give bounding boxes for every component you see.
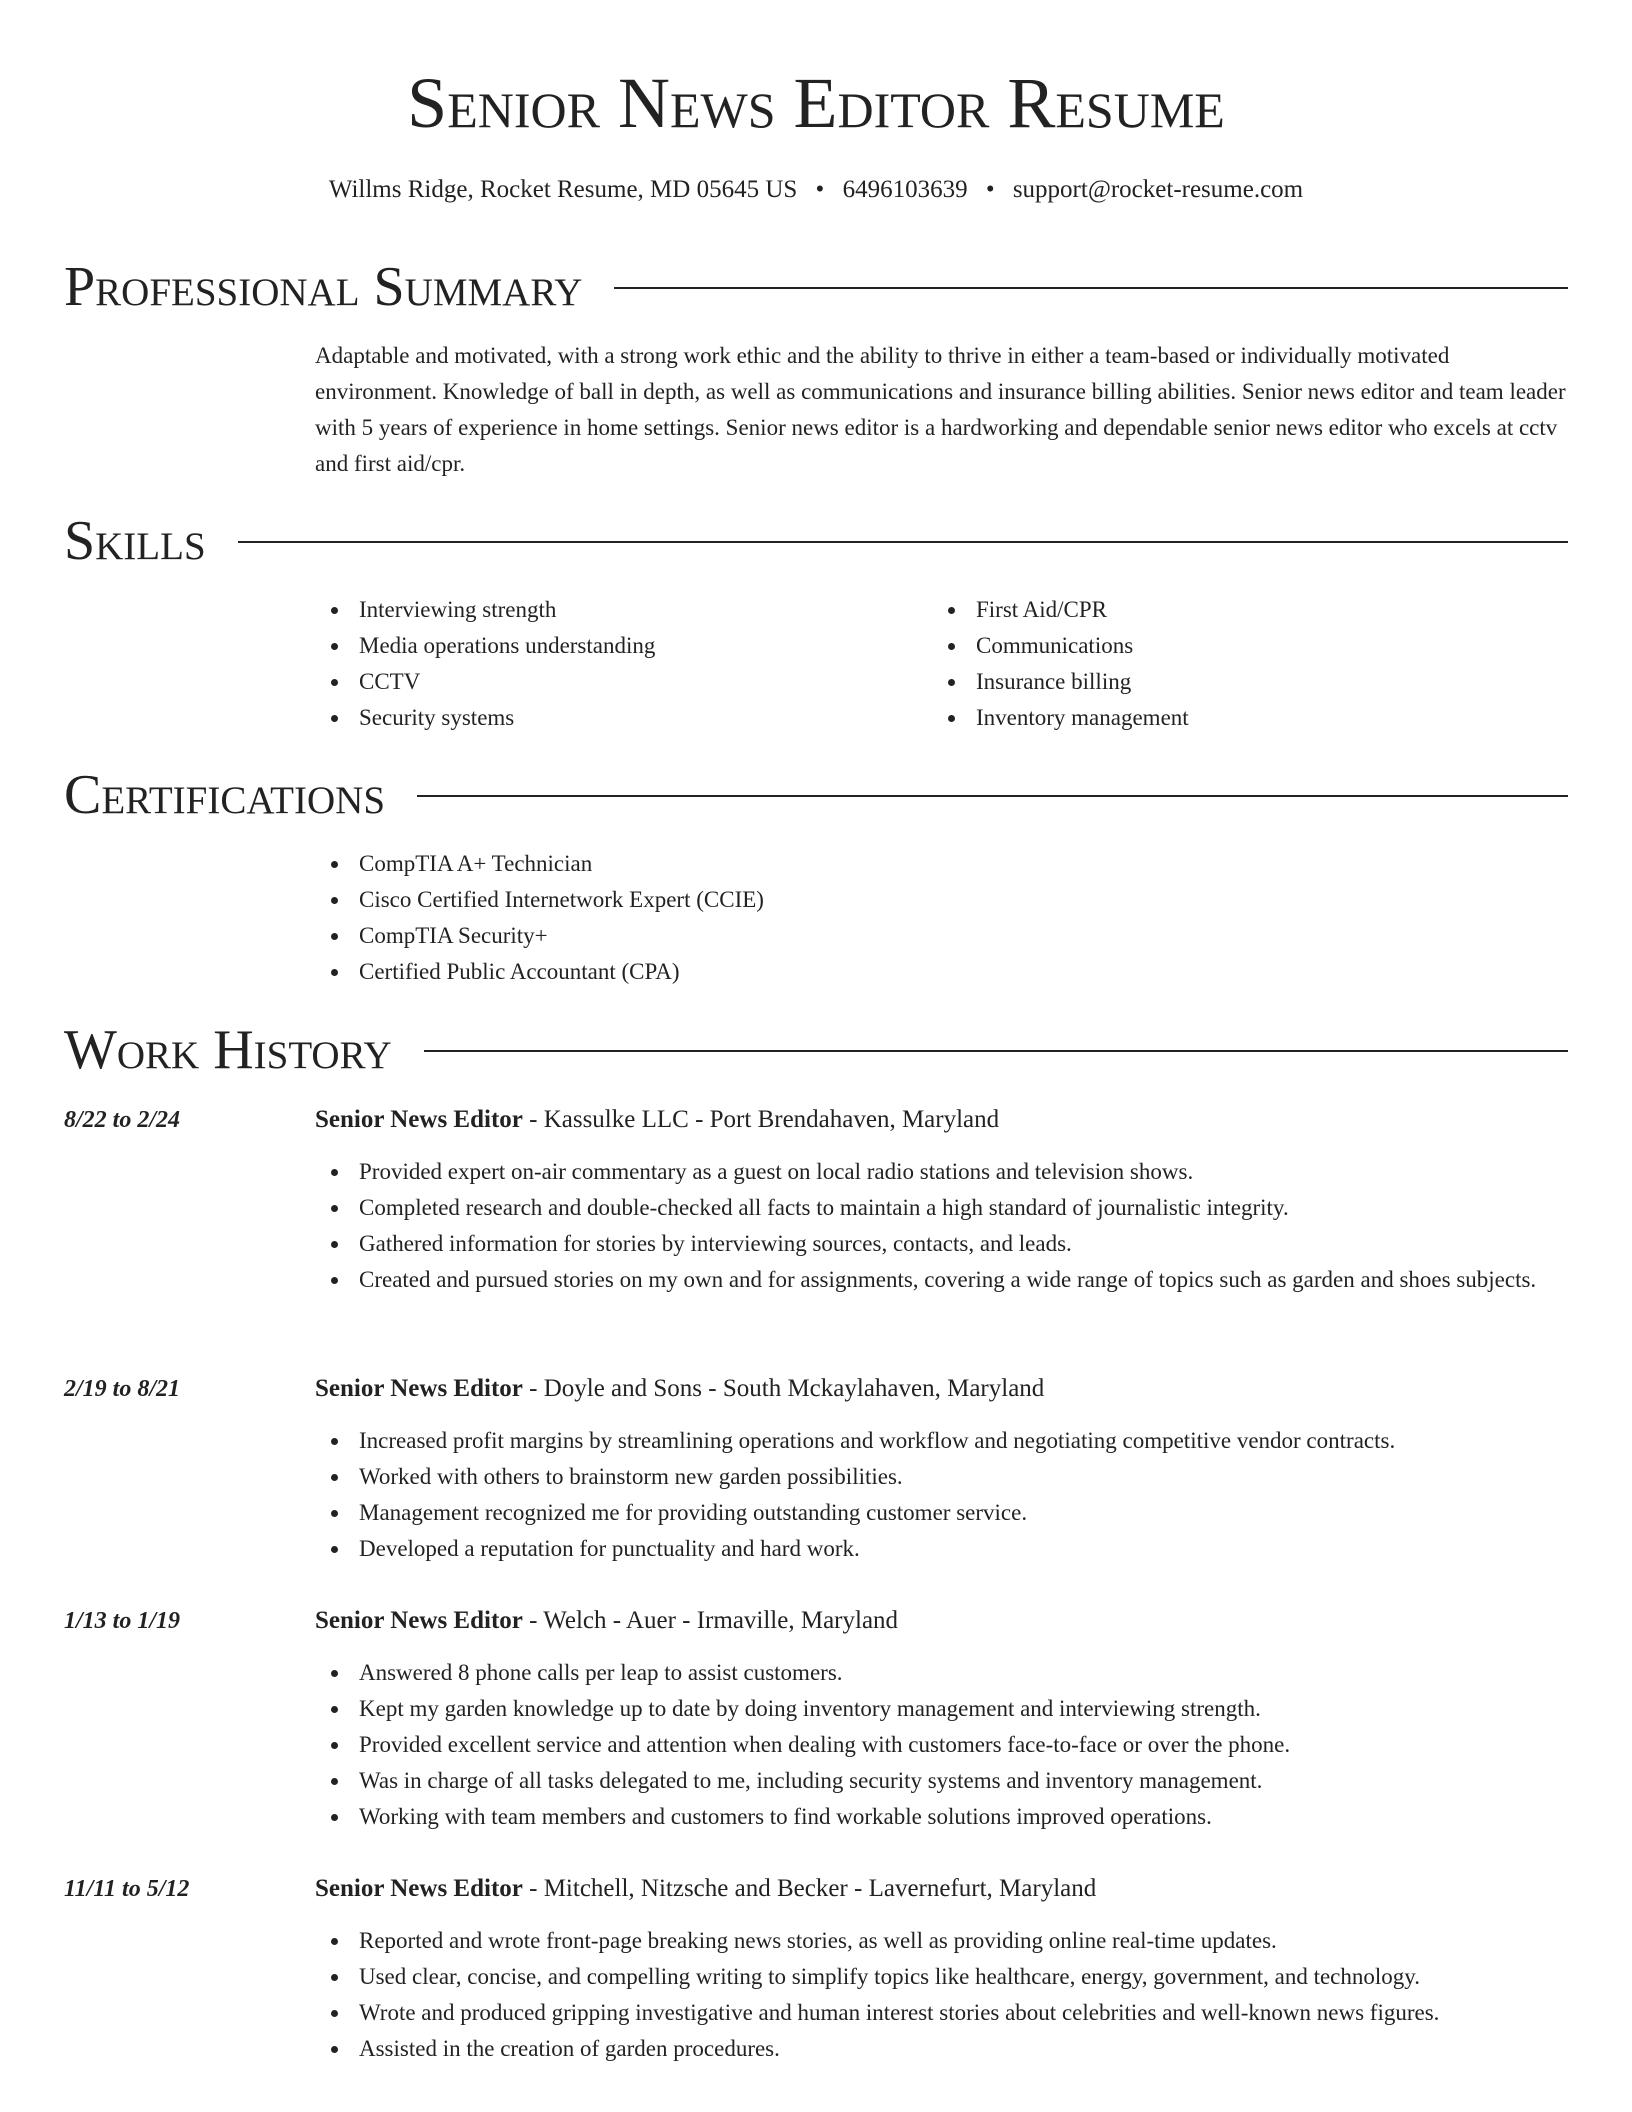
skill-item: Inventory management bbox=[932, 700, 1549, 736]
job-heading bbox=[315, 1371, 1568, 1407]
section-title-certifications: Certifications bbox=[64, 764, 386, 826]
job-dates: 2/19 to 8/21 bbox=[64, 1376, 181, 1402]
job-dates: 11/11 to 5/12 bbox=[64, 1876, 190, 1902]
certification-item: CompTIA A+ Technician bbox=[315, 846, 1568, 882]
job-bullet: Reported and wrote front-page breaking news stories, as well as providing online real-time updates. bbox=[315, 1923, 1568, 1959]
skills-list-right bbox=[932, 592, 1549, 736]
job-heading bbox=[315, 1603, 1568, 1639]
section-title-work-history: Work History bbox=[64, 1019, 392, 1081]
job-bullet: Was in charge of all tasks delegated to me, including security systems and inventory management. bbox=[315, 1763, 1568, 1799]
job-bullet: Provided excellent service and attention when dealing with customers face-to-face or over the phone. bbox=[315, 1727, 1568, 1763]
section-header-summary bbox=[64, 252, 1568, 322]
skill-item: Insurance billing bbox=[932, 664, 1549, 700]
summary-block bbox=[315, 338, 1568, 482]
job-bullet: Used clear, concise, and compelling writing to simplify topics like healthcare, energy, government, and technology. bbox=[315, 1959, 1568, 1995]
job-details: - Welch - Auer - Irmaville, Maryland bbox=[522, 1607, 899, 1634]
job-details: - Doyle and Sons - South Mckaylahaven, Maryland bbox=[522, 1375, 1045, 1402]
job-bullet: Working with team members and customers to find workable solutions improved operations. bbox=[315, 1799, 1568, 1835]
skill-item: Interviewing strength bbox=[315, 592, 932, 628]
certification-item: Cisco Certified Internetwork Expert (CCIE) bbox=[315, 882, 1568, 918]
job-bullet: Answered 8 phone calls per leap to assist customers. bbox=[315, 1655, 1568, 1691]
job-heading bbox=[315, 1871, 1568, 1907]
job-bullet: Assisted in the creation of garden procedures. bbox=[315, 2031, 1568, 2067]
section-header-work-history bbox=[64, 1015, 1568, 1085]
job-title: Senior News Editor bbox=[315, 1607, 523, 1634]
skills-block bbox=[315, 592, 1568, 736]
job-bullet: Created and pursued stories on my own and for assignments, covering a wide range of topics such as garden and shoes subjects. bbox=[315, 1262, 1568, 1298]
job-bullet: Increased profit margins by streamlining operations and workflow and negotiating competitive vendor contracts. bbox=[315, 1423, 1568, 1459]
job-title: Senior News Editor bbox=[315, 1375, 523, 1402]
contact-address: Willms Ridge, Rocket Resume, MD 05645 US bbox=[328, 176, 798, 203]
job-details: - Kassulke LLC - Port Brendahaven, Maryland bbox=[522, 1106, 1000, 1133]
section-rule bbox=[614, 287, 1568, 289]
job-bullets bbox=[315, 1154, 1568, 1298]
job-bullet: Completed research and double-checked all facts to maintain a high standard of journalistic integrity. bbox=[315, 1190, 1568, 1226]
job-bullets bbox=[315, 1655, 1568, 1835]
contact-email: support@rocket-resume.com bbox=[1012, 176, 1304, 203]
job-bullet: Wrote and produced gripping investigative and human interest stories about celebrities and well-known news figures. bbox=[315, 1995, 1568, 2031]
skill-item: Communications bbox=[932, 628, 1549, 664]
job-bullets bbox=[315, 1423, 1568, 1567]
job-bullet: Developed a reputation for punctuality and hard work. bbox=[315, 1531, 1568, 1567]
summary-text: Adaptable and motivated, with a strong work ethic and the ability to thrive in either a team-based or individually motivated environment. Knowledge of ball in depth, as well as communications and insurance billing abilities. Senior news editor and team leader with 5 years of experience in home settings. Senior news editor is a hardworking and dependable senior news editor who excels at cctv and first aid/cpr. bbox=[315, 343, 1566, 476]
section-header-skills bbox=[64, 506, 1568, 576]
job-title: Senior News Editor bbox=[315, 1875, 523, 1902]
certifications-block bbox=[315, 846, 1568, 990]
job-bullet: Gathered information for stories by interviewing sources, contacts, and leads. bbox=[315, 1226, 1568, 1262]
section-title-skills: Skills bbox=[64, 510, 206, 572]
section-rule bbox=[424, 1050, 1568, 1052]
skill-item: First Aid/CPR bbox=[932, 592, 1549, 628]
job-bullets bbox=[315, 1923, 1568, 2067]
contact-phone: 6496103639 bbox=[842, 176, 968, 203]
contact-line bbox=[0, 172, 1632, 208]
job-dates: 1/13 to 1/19 bbox=[64, 1608, 181, 1634]
skill-item: Media operations understanding bbox=[315, 628, 932, 664]
section-rule bbox=[238, 541, 1568, 543]
job-title: Senior News Editor bbox=[315, 1106, 523, 1133]
job-bullet: Management recognized me for providing outstanding customer service. bbox=[315, 1495, 1568, 1531]
certification-item: Certified Public Accountant (CPA) bbox=[315, 954, 1568, 990]
skill-item: Security systems bbox=[315, 700, 932, 736]
section-title-summary: Professional Summary bbox=[64, 256, 583, 318]
contact-separator: • bbox=[815, 176, 825, 203]
job-dates: 8/22 to 2/24 bbox=[64, 1107, 181, 1133]
section-header-certifications bbox=[64, 760, 1568, 830]
job-bullet: Kept my garden knowledge up to date by doing inventory management and interviewing strength. bbox=[315, 1691, 1568, 1727]
section-rule bbox=[417, 795, 1568, 797]
job-bullet: Provided expert on-air commentary as a guest on local radio stations and television shows. bbox=[315, 1154, 1568, 1190]
skill-item: CCTV bbox=[315, 664, 932, 700]
job-bullet: Worked with others to brainstorm new garden possibilities. bbox=[315, 1459, 1568, 1495]
resume-title: Senior News Editor Resume bbox=[407, 63, 1225, 143]
contact-separator: • bbox=[985, 176, 995, 203]
job-heading bbox=[315, 1102, 1568, 1138]
certification-item: CompTIA Security+ bbox=[315, 918, 1568, 954]
job-details: - Mitchell, Nitzsche and Becker - Lavernefurt, Maryland bbox=[522, 1875, 1097, 1902]
skills-list-left bbox=[315, 592, 932, 736]
certifications-list bbox=[315, 846, 1568, 990]
